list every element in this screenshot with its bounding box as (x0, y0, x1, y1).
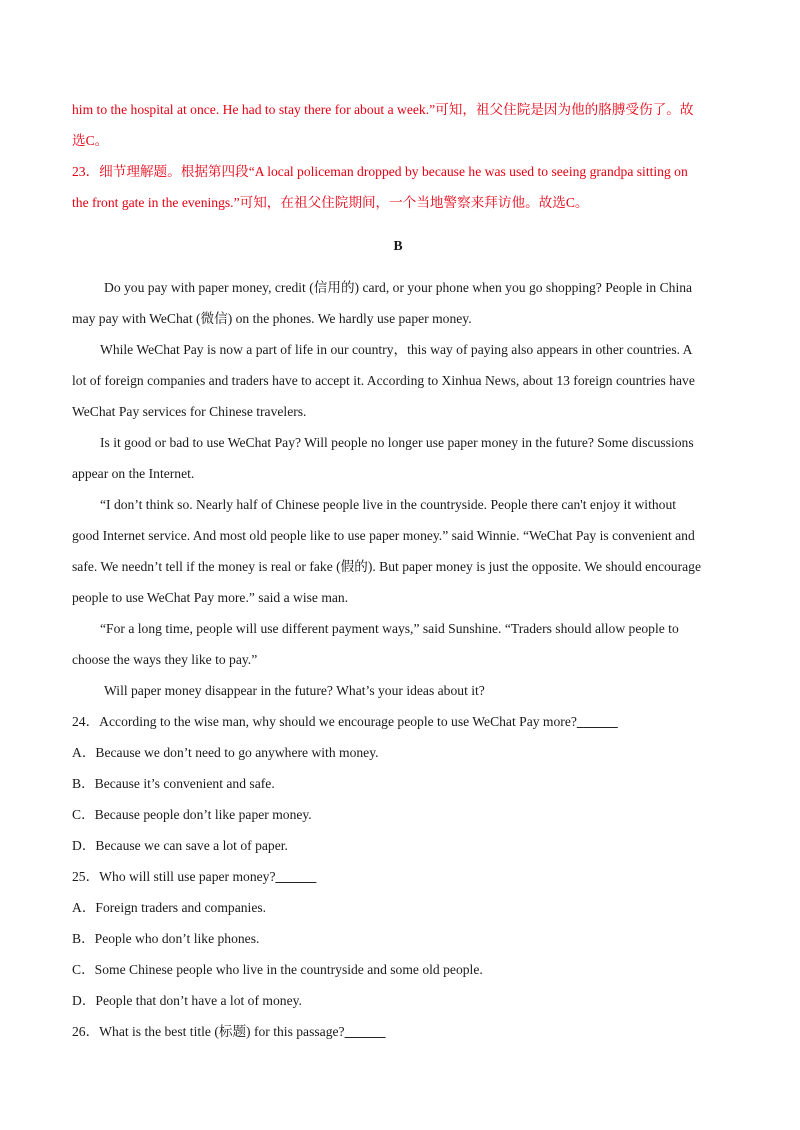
question-24-stem (72, 706, 724, 737)
reading-passage (72, 272, 724, 706)
answer-q23-line-2: the front gate in the evenings.”可知，在祖父住院期间，一个当地警察来拜访他。故选C。 (72, 195, 589, 210)
question-24-blank: ______ (576, 714, 618, 729)
passage-paragraph-5-line-1: “For a long time, people will use different payment ways,” said Sunshine. “Traders should allow people to (100, 621, 679, 636)
document-page (72, 94, 724, 1047)
section-heading: B (393, 238, 403, 253)
question-26-text: 26．What is the best title (标题) for this passage? (72, 1024, 345, 1039)
question-24-option-b: B．Because it’s convenient and safe. (72, 776, 275, 791)
question-25-option-d: D．People that don’t have a lot of money. (72, 993, 302, 1008)
answer-prev-line-2: 选C。 (72, 133, 109, 148)
passage-paragraph-1-line-1: Do you pay with paper money, credit (信用的) card, or your phone when you go shopping? People in China (104, 280, 693, 295)
question-25-option-c: C．Some Chinese people who live in the countryside and some old people. (72, 962, 483, 977)
answer-explanations (72, 94, 724, 218)
question-24-option-c: C．Because people don’t like paper money. (72, 807, 312, 822)
question-26-blank: ______ (344, 1024, 386, 1039)
question-25-stem (72, 861, 724, 892)
answer-q23-line-1: 23．细节理解题。根据第四段“A local policeman dropped by because he was used to seeing grandpa sitting on (72, 164, 688, 179)
passage-paragraph-3-line-1: Is it good or bad to use WeChat Pay? Will people no longer use paper money in the future? Some discussions (100, 435, 694, 450)
passage-paragraph-2-line-2: lot of foreign companies and traders have to accept it. According to Xinhua News, about 13 foreign countries have (72, 373, 695, 388)
question-25-option-b: B．People who don’t like phones. (72, 931, 260, 946)
passage-paragraph-4-line-3: safe. We needn’t tell if the money is real or fake (假的). But paper money is just the opposite. We should encourage (72, 559, 701, 574)
question-26 (72, 1016, 724, 1047)
passage-paragraph-4-line-4: people to use WeChat Pay more.” said a wise man. (72, 590, 349, 605)
passage-paragraph-2-line-3: WeChat Pay services for Chinese travelers. (72, 404, 307, 419)
answer-prev-line-1: him to the hospital at once. He had to stay there for about a week.”可知，祖父住院是因为他的胳膊受伤了。故 (72, 102, 694, 117)
passage-paragraph-2-line-1: While WeChat Pay is now a part of life in our country，this way of paying also appears in other countries. A (100, 342, 693, 357)
passage-paragraph-5-line-2: choose the ways they like to pay.” (72, 652, 258, 667)
passage-paragraph-3-line-2: appear on the Internet. (72, 466, 195, 481)
question-26-stem (72, 1016, 724, 1047)
question-25-text: 25．Who will still use paper money? (72, 869, 276, 884)
question-25-blank: ______ (275, 869, 317, 884)
passage-paragraph-4-line-2: good Internet service. And most old people like to use paper money.” said Winnie. “WeChat Pay is convenient and (72, 528, 695, 543)
passage-paragraph-4-line-1: “I don’t think so. Nearly half of Chinese people live in the countryside. People there can't enjoy it without (100, 497, 677, 512)
question-24 (72, 706, 724, 861)
question-24-option-a: A．Because we don’t need to go anywhere with money. (72, 745, 379, 760)
passage-paragraph-6-line-1: Will paper money disappear in the future? What’s your ideas about it? (104, 683, 485, 698)
passage-paragraph-1-line-2: may pay with WeChat (微信) on the phones. We hardly use paper money. (72, 311, 472, 326)
question-25 (72, 861, 724, 1016)
question-24-option-d: D．Because we can save a lot of paper. (72, 838, 288, 853)
question-24-text: 24．According to the wise man, why should we encourage people to use WeChat Pay more? (72, 714, 577, 729)
question-25-option-a: A．Foreign traders and companies. (72, 900, 267, 915)
